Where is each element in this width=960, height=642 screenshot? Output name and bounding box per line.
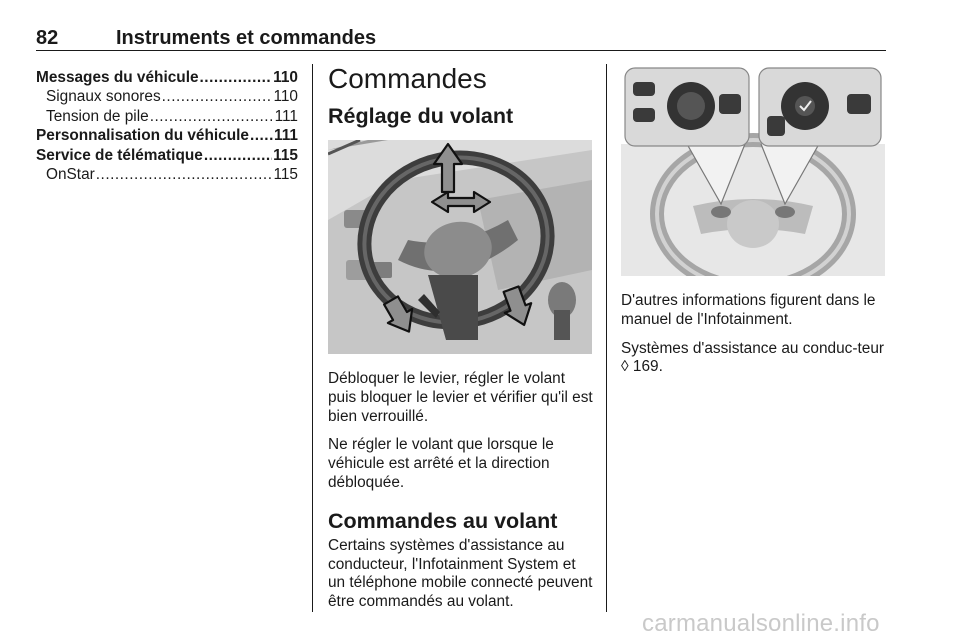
- reference-text: Systèmes d'assistance au conduc-teur: [621, 339, 885, 357]
- toc-entry-label: Messages du véhicule: [36, 69, 199, 86]
- toc-entry-page: 111: [274, 107, 298, 125]
- paragraph-unlock-lever: Débloquer le levier, régler le volant puis bloquer le levier et vérifier qu'il est bien verrouillé.: [328, 370, 593, 425]
- toc-entry-onstar[interactable]: [36, 165, 298, 184]
- paragraph-adjust-when-stopped: Ne régler le volant que lorsque le véhicule est arrêté et la direction débloquée.: [328, 436, 554, 491]
- toc-entry-signaux-sonores[interactable]: [36, 87, 298, 106]
- toc-leader: [250, 126, 273, 145]
- page-reference-icon: ◊: [621, 358, 629, 376]
- toc-entry-label: Signaux sonores: [46, 88, 161, 106]
- toc-entry-label: Service de télématique: [36, 146, 203, 164]
- paragraph-steering-controls: Certains systèmes d'assistance au conducteur, l'Infotainment System et un téléphone mobile connecté peuvent être commandés au volant.: [328, 536, 593, 611]
- column-divider-left: [312, 64, 313, 612]
- toc-entry-page: 115: [273, 146, 298, 164]
- toc-leader: [150, 107, 274, 126]
- toc-entry-label: Personnalisation du véhicule: [36, 127, 249, 145]
- subsection-heading-steering-controls: Commandes au volant: [328, 508, 558, 533]
- watermark: carmanualsonline.info: [642, 610, 880, 637]
- toc-entry-personnalisation[interactable]: [36, 126, 298, 145]
- subsection-heading: Réglage du volant: [328, 104, 514, 128]
- section-heading: Commandes: [328, 63, 487, 94]
- toc-entry-page: 111: [274, 127, 298, 145]
- paragraph-infotainment-info: D'autres informations figurent dans le manuel de l'Infotainment.: [621, 292, 876, 328]
- chapter-title: Instruments et commandes: [116, 27, 377, 49]
- right-column: [621, 64, 887, 377]
- page-reference-number[interactable]: 169.: [632, 358, 663, 376]
- toc-leader: [96, 165, 273, 184]
- toc-entry-label: OnStar: [46, 166, 95, 184]
- toc-entry-label: Tension de pile: [46, 107, 149, 125]
- toc-entry-tension-de-pile[interactable]: [36, 107, 298, 126]
- toc-leader: [162, 87, 273, 106]
- toc-leader: [200, 68, 273, 87]
- steering-wheel-controls-illustration: [621, 64, 885, 276]
- page-number: 82: [36, 27, 59, 49]
- toc-entry-page: 110: [273, 88, 298, 106]
- toc-entry-page: 115: [273, 166, 298, 184]
- toc-entry-page: 110: [273, 69, 298, 86]
- toc-entry-service-telematique[interactable]: [36, 146, 298, 165]
- page-header: [36, 24, 886, 51]
- toc-entry-messages-du-vehicule[interactable]: [36, 68, 298, 87]
- steering-adjustment-illustration: [328, 140, 592, 354]
- toc-leader: [204, 146, 272, 165]
- column-divider-right: [606, 64, 607, 612]
- table-of-contents: [36, 68, 298, 184]
- paragraph-driver-assistance-ref: [621, 340, 887, 378]
- middle-column: [328, 62, 596, 612]
